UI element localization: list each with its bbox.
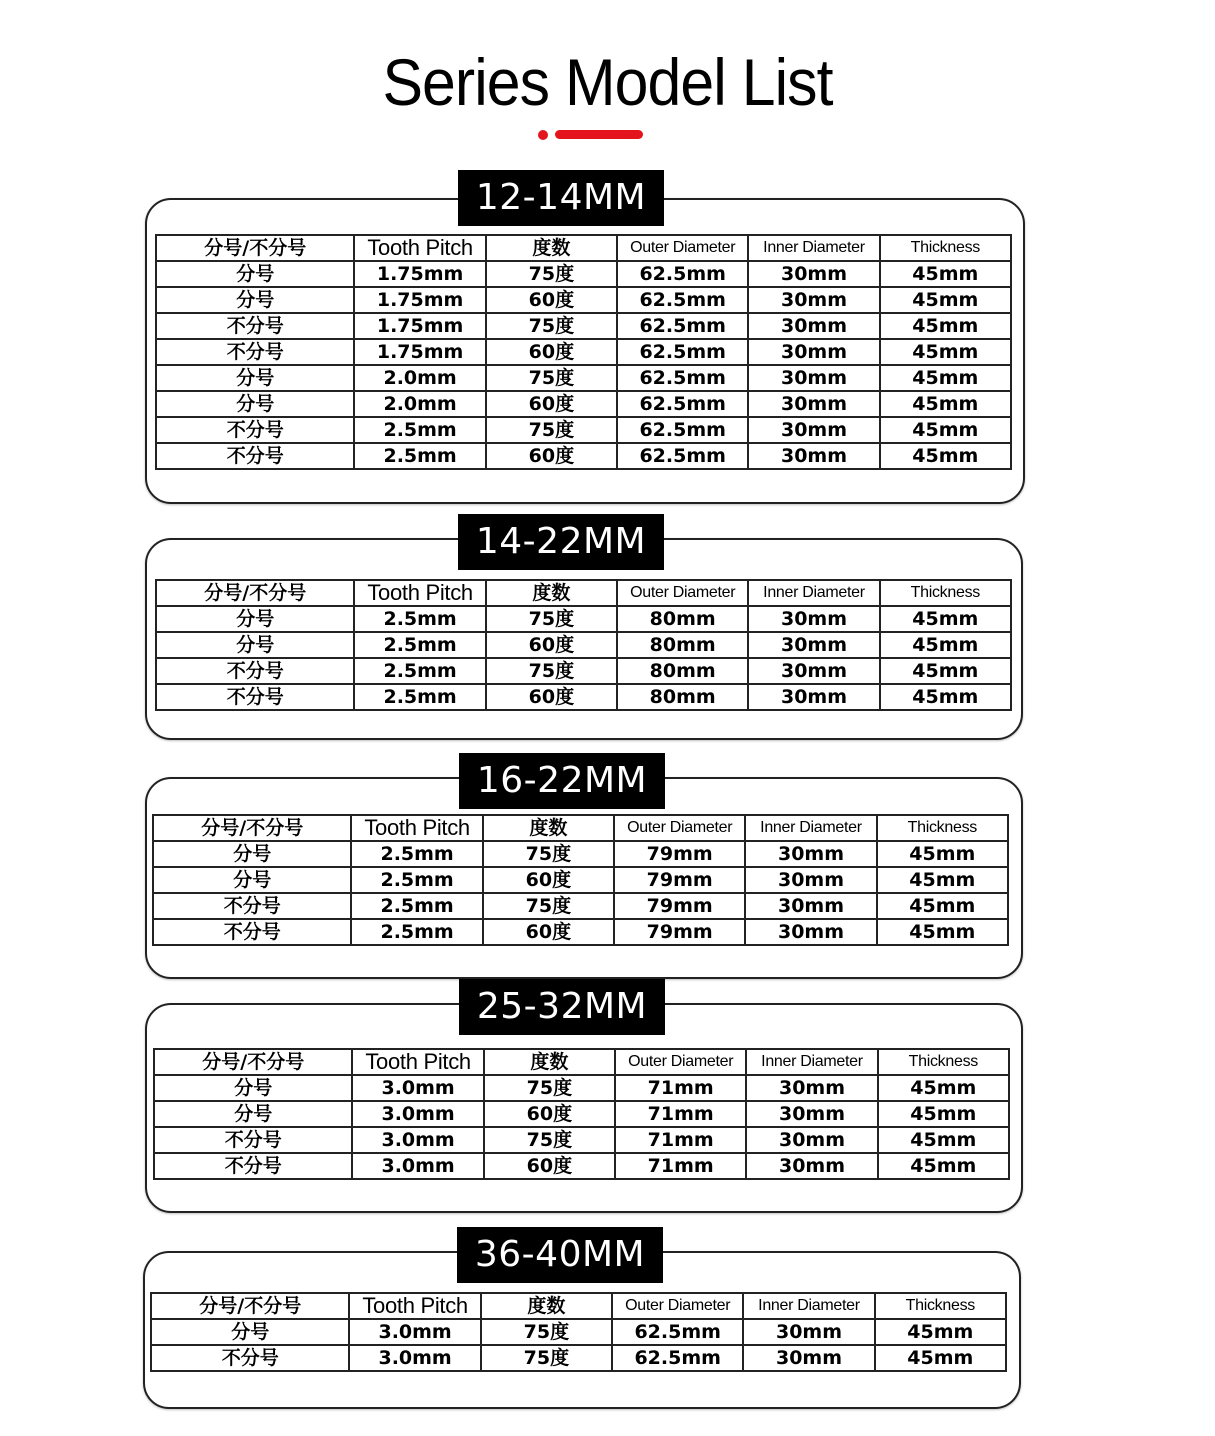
section-badge: 25-32MM — [459, 979, 665, 1035]
table-cell: 分号 — [156, 606, 354, 632]
table-cell: 2.0mm — [354, 365, 485, 391]
table-cell: 80mm — [617, 606, 748, 632]
table-row — [153, 841, 1008, 867]
table-cell: 71mm — [615, 1127, 746, 1153]
table-cell: 71mm — [615, 1075, 746, 1101]
table-cell: 30mm — [748, 417, 879, 443]
table-cell: 分号 — [156, 261, 354, 287]
column-header: Inner Diameter — [748, 235, 879, 261]
table-cell: 分号 — [153, 867, 351, 893]
table-row — [153, 893, 1008, 919]
table-cell: 62.5mm — [617, 443, 748, 469]
column-header: Tooth Pitch — [351, 815, 482, 841]
table-cell: 不分号 — [156, 684, 354, 710]
table-cell: 80mm — [617, 658, 748, 684]
table-cell: 71mm — [615, 1153, 746, 1179]
table-cell: 不分号 — [153, 893, 351, 919]
table-cell: 45mm — [878, 1075, 1009, 1101]
table-cell: 45mm — [880, 632, 1011, 658]
table-cell: 30mm — [748, 658, 879, 684]
section-badge: 16-22MM — [459, 753, 665, 809]
table-cell: 45mm — [877, 867, 1008, 893]
table-row — [154, 1075, 1009, 1101]
column-header: Tooth Pitch — [349, 1293, 480, 1319]
table-cell: 45mm — [880, 391, 1011, 417]
table-cell: 75度 — [481, 1319, 612, 1345]
section-badge: 36-40MM — [457, 1227, 663, 1283]
table-row — [156, 391, 1011, 417]
table-cell: 2.5mm — [354, 632, 485, 658]
table-cell: 3.0mm — [349, 1345, 480, 1371]
section-badge: 12-14MM — [458, 170, 664, 226]
table-cell: 75度 — [486, 261, 617, 287]
table-cell: 45mm — [875, 1345, 1006, 1371]
table-cell: 75度 — [486, 313, 617, 339]
table-cell: 62.5mm — [617, 287, 748, 313]
column-header: Inner Diameter — [748, 580, 879, 606]
table-cell: 2.5mm — [351, 893, 482, 919]
table-cell: 45mm — [878, 1101, 1009, 1127]
column-header: 分号/不分号 — [156, 580, 354, 606]
table-cell: 分号 — [156, 365, 354, 391]
table-cell: 2.5mm — [351, 841, 482, 867]
table-cell: 45mm — [877, 919, 1008, 945]
table-cell: 分号 — [156, 391, 354, 417]
table-cell: 不分号 — [156, 313, 354, 339]
table-header-row — [154, 1049, 1009, 1075]
table-row — [156, 287, 1011, 313]
column-header: 分号/不分号 — [151, 1293, 349, 1319]
table-cell: 62.5mm — [617, 365, 748, 391]
table-cell: 2.5mm — [351, 919, 482, 945]
accent-dot — [538, 130, 548, 140]
table-cell: 1.75mm — [354, 339, 485, 365]
table-cell: 79mm — [614, 919, 745, 945]
table-row — [156, 417, 1011, 443]
table-cell: 62.5mm — [617, 339, 748, 365]
table-cell: 60度 — [484, 1101, 615, 1127]
table-row — [156, 443, 1011, 469]
table-cell: 60度 — [483, 867, 614, 893]
table-header-row — [151, 1293, 1006, 1319]
column-header: Outer Diameter — [617, 580, 748, 606]
table-cell: 45mm — [880, 339, 1011, 365]
column-header: Thickness — [880, 580, 1011, 606]
table-cell: 1.75mm — [354, 287, 485, 313]
table-cell: 30mm — [748, 443, 879, 469]
table-cell: 60度 — [486, 684, 617, 710]
table-row — [153, 867, 1008, 893]
table-cell: 分号 — [156, 632, 354, 658]
column-header: Thickness — [877, 815, 1008, 841]
table-cell: 1.75mm — [354, 313, 485, 339]
table-cell: 75度 — [483, 841, 614, 867]
table-cell: 62.5mm — [612, 1319, 743, 1345]
table-cell: 分号 — [154, 1101, 352, 1127]
column-header: Outer Diameter — [615, 1049, 746, 1075]
table-cell: 60度 — [483, 919, 614, 945]
table-cell: 不分号 — [153, 919, 351, 945]
spec-table — [153, 1048, 1010, 1180]
table-cell: 30mm — [746, 1127, 877, 1153]
table-cell: 不分号 — [156, 417, 354, 443]
table-cell: 45mm — [875, 1319, 1006, 1345]
table-cell: 2.5mm — [351, 867, 482, 893]
column-header: Outer Diameter — [612, 1293, 743, 1319]
column-header: 度数 — [486, 235, 617, 261]
table-row — [156, 313, 1011, 339]
table-cell: 30mm — [746, 1075, 877, 1101]
table-cell: 不分号 — [156, 443, 354, 469]
table-cell: 75度 — [484, 1127, 615, 1153]
table-cell: 30mm — [745, 867, 876, 893]
table-row — [156, 365, 1011, 391]
table-cell: 30mm — [746, 1153, 877, 1179]
table-row — [156, 339, 1011, 365]
spec-table — [150, 1292, 1007, 1372]
table-cell: 30mm — [748, 606, 879, 632]
table-cell: 不分号 — [154, 1127, 352, 1153]
table-cell: 30mm — [748, 287, 879, 313]
table-cell: 80mm — [617, 684, 748, 710]
table-cell: 75度 — [486, 658, 617, 684]
table-cell: 80mm — [617, 632, 748, 658]
table-cell: 45mm — [878, 1153, 1009, 1179]
column-header: Tooth Pitch — [354, 580, 485, 606]
table-cell: 30mm — [745, 841, 876, 867]
table-cell: 45mm — [880, 365, 1011, 391]
table-cell: 45mm — [878, 1127, 1009, 1153]
column-header: 度数 — [483, 815, 614, 841]
table-header-row — [156, 580, 1011, 606]
table-row — [156, 658, 1011, 684]
section-badge: 14-22MM — [458, 514, 664, 570]
table-cell: 62.5mm — [612, 1345, 743, 1371]
column-header: Tooth Pitch — [352, 1049, 483, 1075]
table-cell: 62.5mm — [617, 391, 748, 417]
column-header: Tooth Pitch — [354, 235, 485, 261]
table-cell: 75度 — [486, 365, 617, 391]
table-cell: 45mm — [880, 684, 1011, 710]
table-row — [153, 919, 1008, 945]
table-cell: 不分号 — [156, 339, 354, 365]
column-header: 分号/不分号 — [153, 815, 351, 841]
table-cell: 79mm — [614, 841, 745, 867]
spec-table — [155, 579, 1012, 711]
column-header: 分号/不分号 — [156, 235, 354, 261]
column-header: Outer Diameter — [617, 235, 748, 261]
table-cell: 45mm — [880, 443, 1011, 469]
table-cell: 30mm — [743, 1345, 874, 1371]
spec-table — [155, 234, 1012, 470]
table-cell: 不分号 — [151, 1345, 349, 1371]
column-header: Inner Diameter — [745, 815, 876, 841]
column-header: 度数 — [481, 1293, 612, 1319]
table-cell: 45mm — [880, 658, 1011, 684]
column-header: 度数 — [484, 1049, 615, 1075]
table-cell: 2.5mm — [354, 684, 485, 710]
table-cell: 30mm — [748, 261, 879, 287]
table-cell: 30mm — [745, 893, 876, 919]
table-cell: 3.0mm — [352, 1127, 483, 1153]
table-cell: 分号 — [151, 1319, 349, 1345]
table-cell: 60度 — [486, 287, 617, 313]
table-cell: 60度 — [486, 391, 617, 417]
table-cell: 2.5mm — [354, 443, 485, 469]
table-cell: 79mm — [614, 893, 745, 919]
table-cell: 30mm — [743, 1319, 874, 1345]
spec-table — [152, 814, 1009, 946]
table-cell: 45mm — [880, 606, 1011, 632]
table-cell: 30mm — [748, 313, 879, 339]
table-cell: 45mm — [877, 893, 1008, 919]
table-cell: 75度 — [481, 1345, 612, 1371]
column-header: Thickness — [880, 235, 1011, 261]
column-header: Thickness — [875, 1293, 1006, 1319]
table-cell: 2.5mm — [354, 417, 485, 443]
table-cell: 分号 — [154, 1075, 352, 1101]
table-cell: 1.75mm — [354, 261, 485, 287]
page-title: Series Model List — [382, 45, 833, 119]
table-row — [156, 632, 1011, 658]
table-cell: 30mm — [748, 365, 879, 391]
table-header-row — [153, 815, 1008, 841]
table-header-row — [156, 235, 1011, 261]
table-cell: 2.0mm — [354, 391, 485, 417]
table-row — [154, 1101, 1009, 1127]
table-cell: 分号 — [156, 287, 354, 313]
table-cell: 3.0mm — [352, 1101, 483, 1127]
table-cell: 2.5mm — [354, 606, 485, 632]
table-cell: 不分号 — [154, 1153, 352, 1179]
table-cell: 45mm — [880, 313, 1011, 339]
table-cell: 30mm — [748, 632, 879, 658]
table-cell: 60度 — [486, 632, 617, 658]
accent-underline — [555, 130, 643, 139]
table-row — [154, 1127, 1009, 1153]
table-cell: 3.0mm — [352, 1153, 483, 1179]
table-cell: 79mm — [614, 867, 745, 893]
table-cell: 3.0mm — [349, 1319, 480, 1345]
table-cell: 62.5mm — [617, 261, 748, 287]
column-header: Thickness — [878, 1049, 1009, 1075]
table-cell: 45mm — [880, 261, 1011, 287]
table-cell: 45mm — [880, 417, 1011, 443]
column-header: 分号/不分号 — [154, 1049, 352, 1075]
table-cell: 75度 — [484, 1075, 615, 1101]
column-header: Inner Diameter — [746, 1049, 877, 1075]
table-cell: 2.5mm — [354, 658, 485, 684]
table-cell: 60度 — [486, 339, 617, 365]
table-cell: 75度 — [486, 606, 617, 632]
table-cell: 30mm — [746, 1101, 877, 1127]
table-cell: 30mm — [748, 391, 879, 417]
table-cell: 分号 — [153, 841, 351, 867]
table-cell: 75度 — [483, 893, 614, 919]
table-row — [151, 1319, 1006, 1345]
table-cell: 71mm — [615, 1101, 746, 1127]
table-cell: 3.0mm — [352, 1075, 483, 1101]
table-cell: 62.5mm — [617, 417, 748, 443]
table-cell: 62.5mm — [617, 313, 748, 339]
table-row — [156, 261, 1011, 287]
table-cell: 75度 — [486, 417, 617, 443]
table-cell: 不分号 — [156, 658, 354, 684]
table-cell: 60度 — [486, 443, 617, 469]
table-row — [156, 684, 1011, 710]
table-cell: 45mm — [877, 841, 1008, 867]
table-row — [154, 1153, 1009, 1179]
table-cell: 30mm — [748, 339, 879, 365]
table-row — [156, 606, 1011, 632]
table-cell: 30mm — [745, 919, 876, 945]
column-header: 度数 — [486, 580, 617, 606]
column-header: Inner Diameter — [743, 1293, 874, 1319]
table-row — [151, 1345, 1006, 1371]
column-header: Outer Diameter — [614, 815, 745, 841]
table-cell: 45mm — [880, 287, 1011, 313]
table-cell: 60度 — [484, 1153, 615, 1179]
table-cell: 30mm — [748, 684, 879, 710]
